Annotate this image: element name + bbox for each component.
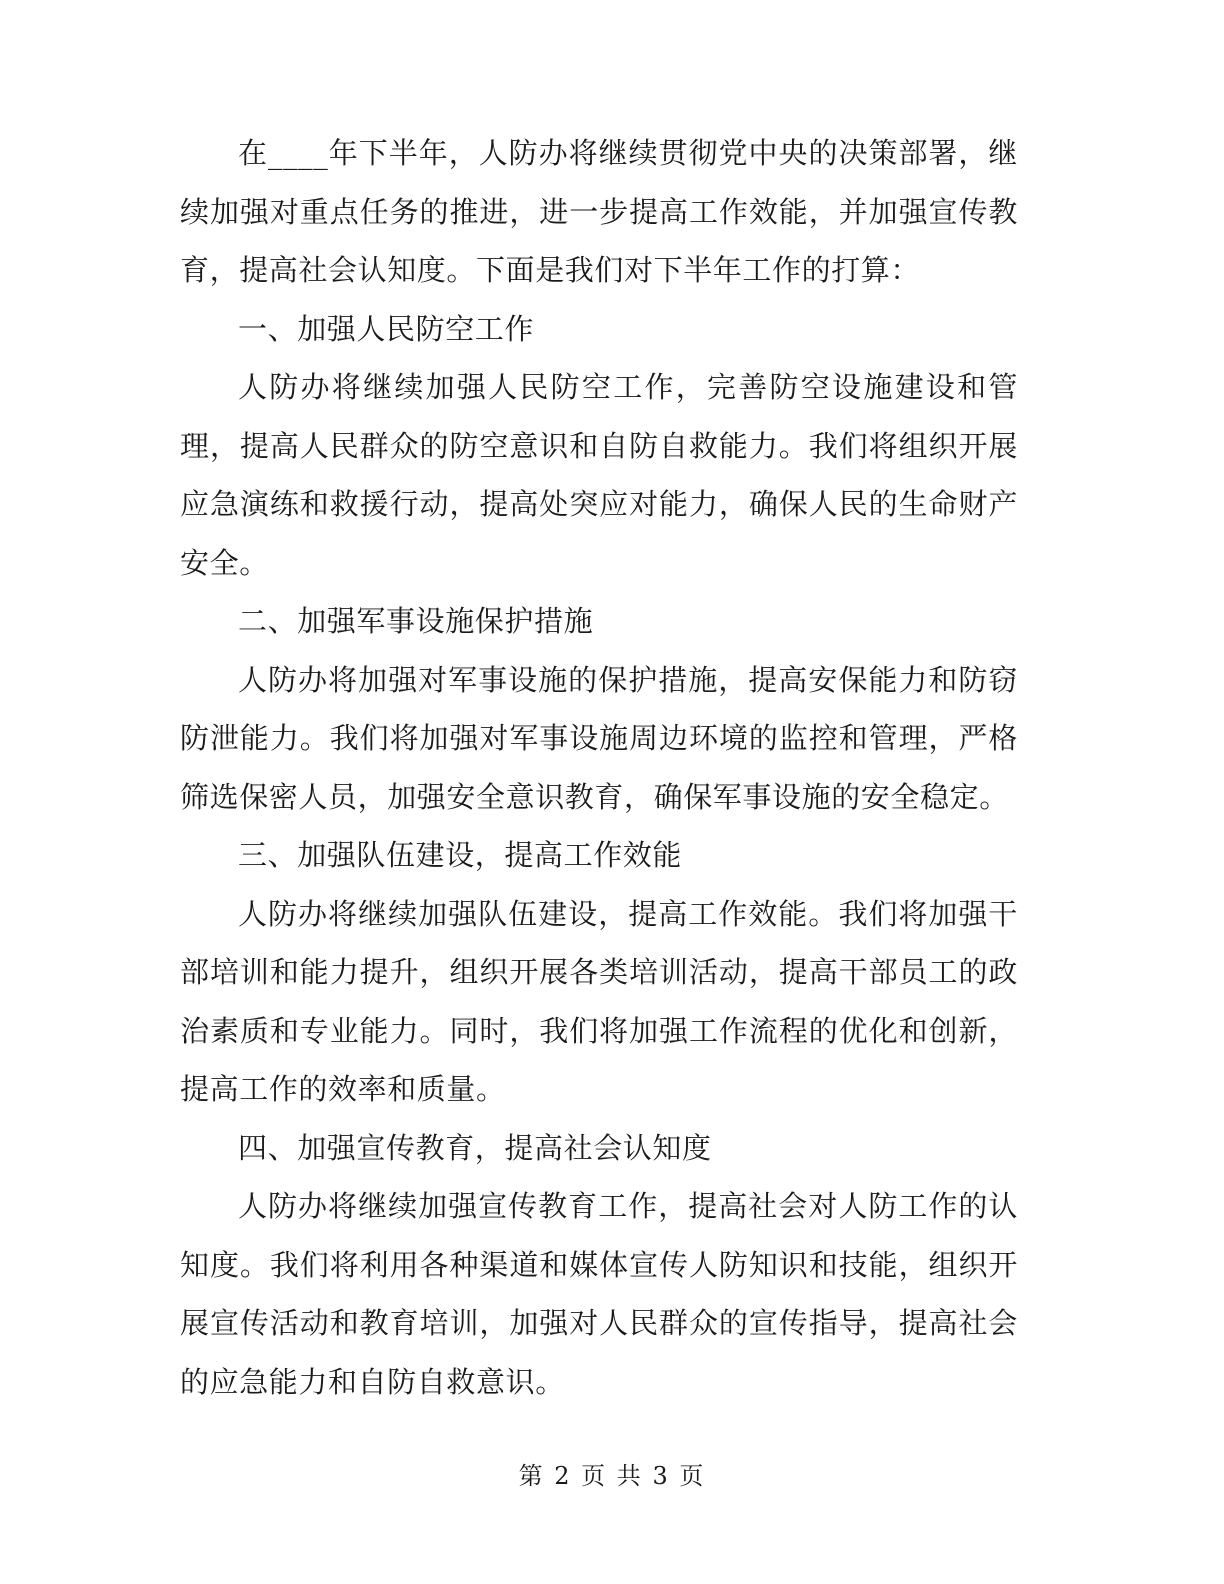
section-heading-2: 二、加强军事设施保护措施	[238, 604, 594, 638]
document-body	[180, 124, 1018, 1411]
section-body-4: 人防办将继续加强宣传教育工作，提高社会对人防工作的认知度。我们将利用各种渠道和媒体宣传人防知识和技能，组织开展宣传活动和教育培训，加强对人民群众的宣传指导，提高社会的应急能力和自防自救意识。	[180, 1189, 1018, 1399]
section-heading-1: 一、加强人民防空工作	[238, 311, 535, 346]
section-body-2: 人防办将加强对军事设施的保护措施，提高安保能力和防窃防泄能力。我们将加强对军事设施周边环境的监控和管理，严格筛选保密人员，加强安全意识教育，确保军事设施的安全稳定。	[180, 662, 1018, 814]
section-body-3: 人防办将继续加强队伍建设，提高工作效能。我们将加强干部培训和能力提升，组织开展各类培训活动，提高干部员工的政治素质和专业能力。同时，我们将加强工作流程的优化和创新，提高工作的效率和质量。	[180, 896, 1018, 1106]
section-heading-4: 四、加强宣传教育，提高社会认知度	[238, 1130, 712, 1165]
section-body-1: 人防办将继续加强人民防空工作，完善防空设施建设和管理，提高人民群众的防空意识和自防自救能力。我们将组织开展应急演练和救援行动，提高处突应对能力，确保人民的生命财产安全。	[180, 370, 1018, 580]
page-number-footer: 第 2 页 共 3 页	[518, 1462, 706, 1490]
intro-paragraph: 在____年下半年，人防办将继续贯彻党中央的决策部署，继续加强对重点任务的推进，进一步提高工作效能，并加强宣传教育，提高社会认知度。下面是我们对下半年工作的打算：	[180, 136, 1018, 287]
section-heading-3: 三、加强队伍建设，提高工作效能	[238, 838, 683, 872]
